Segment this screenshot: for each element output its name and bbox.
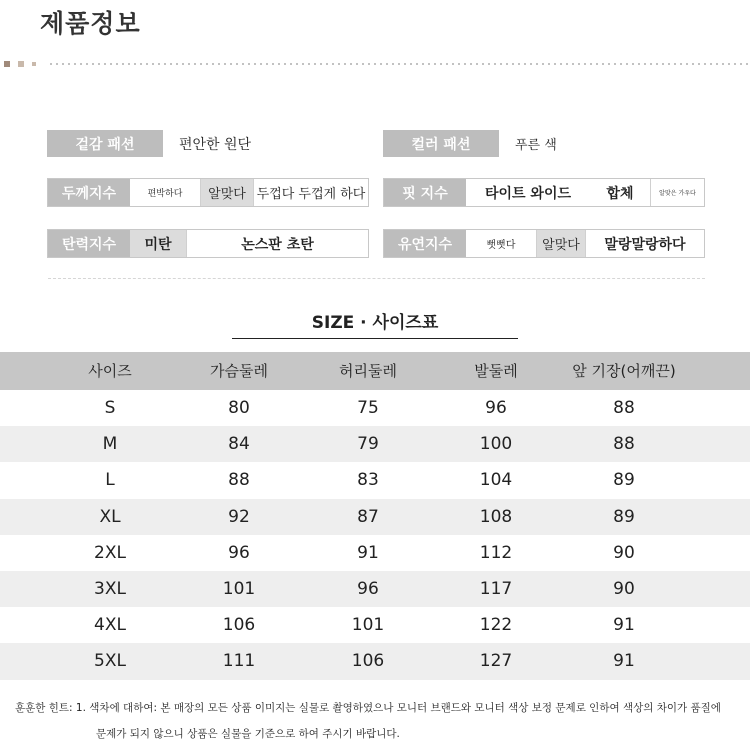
cell-front-length: 90 <box>613 542 635 563</box>
divider-dots <box>48 63 750 65</box>
softness-option-soft: 말랑말랑하다 <box>585 230 704 257</box>
size-title-underline <box>232 338 518 339</box>
header-foot: 발둘레 <box>474 362 518 380</box>
color-label: 컬러 패션 <box>383 130 499 157</box>
cell-waist: 96 <box>357 579 379 599</box>
fit-label: 핏 지수 <box>384 179 466 206</box>
cell-chest: 106 <box>222 615 256 636</box>
color-row <box>383 130 703 157</box>
divider-square-icon <box>4 61 10 67</box>
thickness-label: 두께지수 <box>48 179 130 206</box>
cell-foot: 127 <box>479 651 513 672</box>
cell-waist: 87 <box>357 506 379 527</box>
cell-size: M <box>102 434 118 455</box>
cell-chest: 96 <box>228 542 250 563</box>
table-row <box>0 499 750 535</box>
section-divider <box>48 278 705 280</box>
page-title: 제품정보 <box>40 9 141 38</box>
cell-chest: 80 <box>228 398 250 418</box>
cell-size: XL <box>99 506 121 527</box>
cell-front-length: 90 <box>613 579 635 599</box>
header-size: 사이즈 <box>88 362 132 380</box>
fit-option-fitted: 합체 <box>606 185 634 202</box>
size-table-title: SIZE · 사이즈표 <box>311 313 439 333</box>
cell-front-length: 88 <box>613 398 635 418</box>
cell-foot: 96 <box>485 398 507 418</box>
elasticity-option-nonstretch: 논스판 초탄 <box>186 230 368 257</box>
cell-waist: 101 <box>351 615 385 636</box>
elasticity-option-low: 미탄 <box>130 230 186 257</box>
cell-chest: 101 <box>222 579 256 599</box>
cell-chest: 84 <box>228 434 250 455</box>
cell-waist: 83 <box>357 470 379 491</box>
color-value: 푸른 색 <box>515 138 557 153</box>
hint-note-line2: 문제가 되지 않으니 상품은 실물을 기준으로 하여 주시기 바랍니다. <box>96 728 400 740</box>
cell-waist: 106 <box>351 651 385 672</box>
softness-label: 유연지수 <box>384 230 466 257</box>
table-row <box>0 426 750 462</box>
table-row <box>0 462 750 498</box>
softness-option-stiff: 뻣뻣다 <box>486 240 516 251</box>
cell-foot: 122 <box>479 615 513 636</box>
cell-size: 2XL <box>94 542 126 563</box>
cell-front-length: 89 <box>613 506 635 527</box>
softness-option-moderate: 알맞다 <box>536 230 585 257</box>
elasticity-label: 탄력지수 <box>48 230 130 257</box>
cell-front-length: 89 <box>613 470 635 491</box>
table-row <box>0 643 750 679</box>
elasticity-row <box>47 229 369 258</box>
texture-value: 편안한 원단 <box>179 136 252 153</box>
title-divider <box>0 60 750 68</box>
cell-chest: 92 <box>228 506 250 527</box>
cell-size: 4XL <box>94 615 126 636</box>
cell-front-length: 88 <box>613 434 635 455</box>
cell-foot: 108 <box>479 506 513 527</box>
softness-row <box>383 229 705 258</box>
texture-label: 겉감 패션 <box>47 130 163 157</box>
header-waist: 허리둘레 <box>339 362 397 380</box>
fit-option-tight-wide: 타이트 와이드 <box>484 185 572 202</box>
cell-front-length: 91 <box>613 651 635 672</box>
table-row <box>0 390 750 426</box>
thickness-row <box>47 178 369 207</box>
cell-chest: 111 <box>222 651 256 672</box>
cell-size: S <box>104 398 116 418</box>
table-row <box>0 607 750 643</box>
thickness-option-thin: 편박하다 <box>147 189 183 199</box>
cell-waist: 91 <box>357 542 379 563</box>
cell-foot: 100 <box>479 434 513 455</box>
header-chest: 가슴둘레 <box>210 362 268 380</box>
divider-square-icon <box>18 61 24 67</box>
fit-row <box>383 178 705 207</box>
size-table-header-row <box>0 352 750 390</box>
texture-row <box>47 130 367 157</box>
header-front-length: 앞 기장(어깨끈) <box>572 362 676 380</box>
cell-chest: 88 <box>228 470 250 491</box>
cell-foot: 117 <box>479 579 513 599</box>
divider-square-icon <box>32 62 36 66</box>
cell-waist: 79 <box>357 434 379 455</box>
thickness-option-thick: 두껍다 두껍게 하다 <box>253 179 368 206</box>
cell-size: L <box>105 470 115 491</box>
cell-size: 5XL <box>94 651 126 672</box>
cell-front-length: 91 <box>613 615 635 636</box>
cell-waist: 75 <box>357 398 379 418</box>
hint-note-line1: 훈훈한 힌트: 1. 색차에 대하여: 본 매장의 모든 상품 이미지는 실물로 촬영하였으나 모니터 브랜드와 모니터 색상 보정 문제로 인하여 색상의 차이가 품질에 <box>15 702 721 714</box>
table-row <box>0 571 750 607</box>
table-row <box>0 535 750 571</box>
cell-foot: 112 <box>479 542 513 563</box>
fit-option-moderate: 알맞은 가우다 <box>650 179 704 206</box>
cell-foot: 104 <box>479 470 513 491</box>
cell-size: 3XL <box>94 579 126 599</box>
thickness-option-moderate: 알맞다 <box>200 179 253 206</box>
